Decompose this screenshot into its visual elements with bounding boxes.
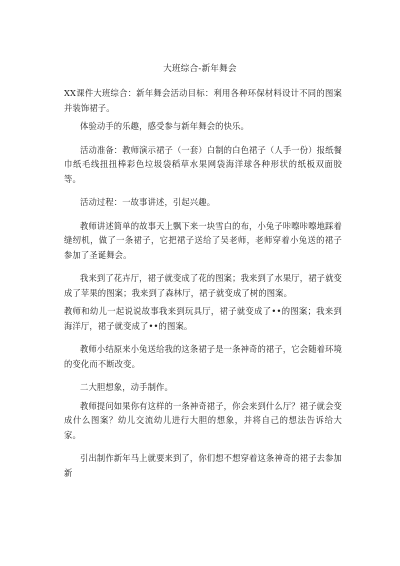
document-title: 大班综合-新年舞会 — [163, 64, 237, 74]
document-body — [64, 86, 342, 489]
paragraph-story: 教师讲述简单的故事天上飘下来一块雪白的布，小兔子咔嚓咔嚓地踩着缝纫机，做了一条裙子，它把裙子送给了吴老师，老师穿着小兔送的裙子参加了圣诞舞会。 — [64, 220, 342, 260]
paragraph-retell: 教师和幼儿一起说说故事我来到玩具厅，裙子就变成了••的图案；我来到海洋厅，裙子就变成了••的图案。 — [64, 306, 342, 331]
paragraph-process: 活动过程：一故事讲述，引起兴趣。 — [80, 197, 216, 207]
paragraph-preparation: 活动准备：教师演示裙子（一套）白制的白色裙子（人手一份）报纸餐巾纸毛线扭扭棒彩色垃圾袋稻草水果网袋海洋球各种形状的纸板双面胶等。 — [64, 144, 342, 184]
paragraph-halls: 我来到了花卉厅，裙子就变成了花的图案；我来到了水果厅，裙子就变成了苹果的图案；我来到了森林厅，裙子就变成了树的图案。 — [64, 273, 342, 298]
paragraph-introduce: 引出制作新年马上就要来到了，你们想不想穿着这条神奇的裙子去参加新 — [64, 453, 342, 478]
paragraph-question: 教师提问如果你有这样的一条神奇裙子，你会来到什么厅？裙子就会变成什么图案？幼儿交流幼儿进行大胆的想象，并将自己的想法告诉给大家。 — [64, 400, 342, 440]
paragraph-summary: 教师小结原来小兔送给我的这条裙子是一条神奇的裙子，它会随着环境的变化而不断改变。 — [64, 344, 342, 369]
paragraph-imagine: 二大胆想象，动手制作。 — [80, 382, 173, 392]
paragraph-objectives: XX课件大班综合：新年舞会活动目标：利用各种环保材料设计不同的图案并装饰裙子。 — [64, 88, 342, 113]
paragraph-experience: 体验动手的乐趣，感受参与新年舞会的快乐。 — [80, 121, 249, 131]
